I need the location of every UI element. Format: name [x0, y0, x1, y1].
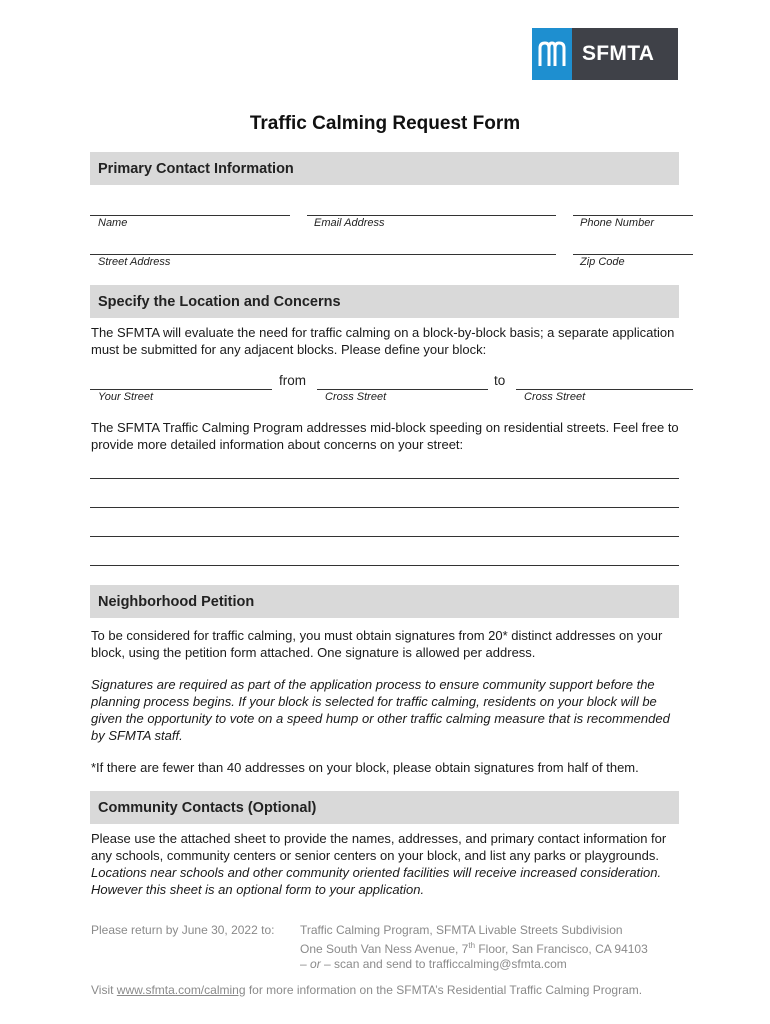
street-address-label: Street Address [98, 256, 171, 268]
petition-paragraph-3: *If there are fewer than 40 addresses on your block, please obtain signatures from half of them. [91, 760, 639, 775]
name-field-line[interactable] [90, 215, 290, 216]
to-word: to [494, 373, 506, 388]
concerns-line[interactable] [90, 478, 679, 479]
sfmta-m-icon [532, 28, 572, 80]
address-line-2: One South Van Ness Avenue, 7th Floor, San Francisco, CA 94103 [300, 941, 648, 956]
contacts-text-italic: Locations near schools and other community oriented facilities will receive increased consideration. However this sheet is an optional form to your application. [91, 865, 662, 897]
petition-paragraph-1: To be considered for traffic calming, you must obtain signatures from 20* distinct addresses on your block, using the petition form attached. One signature is allowed per address. [91, 628, 663, 660]
form-title: Traffic Calming Request Form [249, 113, 521, 134]
location-intro-text: The SFMTA will evaluate the need for traffic calming on a block-by-block basis; a separate application must be submitted for any adjacent blocks. Please define your block: [91, 325, 675, 357]
cross-street-2-field-line[interactable] [516, 389, 693, 390]
phone-label: Phone Number [580, 217, 654, 229]
section-community-contacts: Community Contacts (Optional) [90, 791, 679, 824]
sfmta-logo [532, 28, 678, 80]
contacts-text-plain: Please use the attached sheet to provide the names, addresses, and primary contact information for any schools, community centers or senior centers on your block, and list any parks or playgrounds. [91, 831, 667, 863]
section-primary-contact: Primary Contact Information [90, 152, 679, 185]
contacts-paragraph [91, 830, 671, 898]
cross-street-2-label: Cross Street [524, 391, 586, 403]
concerns-intro-text: The SFMTA Traffic Calming Program addresses mid-block speeding on residential streets. Feel free to provide more detailed information about concerns on your street: [91, 420, 679, 452]
from-word: from [279, 373, 306, 388]
section-location-concerns: Specify the Location and Concerns [90, 285, 679, 318]
return-address [300, 923, 700, 972]
your-street-field-line[interactable] [90, 389, 272, 390]
section-neighborhood-petition: Neighborhood Petition [90, 585, 679, 618]
zip-label: Zip Code [580, 256, 625, 268]
visit-line: Visit www.sfmta.com/calming for more information on the SFMTA’s Residential Traffic Calming Program. [91, 983, 643, 997]
petition-paragraph-2: Signatures are required as part of the application process to ensure community support before the planning process begins. If your block is selected for traffic calming, residents on your block will be given the opportunity to vote on a speed hump or other traffic calming measure that is recommended by SFMTA staff. [91, 677, 670, 743]
name-label: Name [98, 217, 128, 229]
address-line-1: Traffic Calming Program, SFMTA Livable Streets Subdivision [300, 923, 623, 937]
zip-field-line[interactable] [573, 254, 693, 255]
street-address-field-line[interactable] [90, 254, 556, 255]
phone-field-line[interactable] [573, 215, 693, 216]
address-line-3: – or – scan and send to trafficcalming@sfmta.com [300, 957, 567, 971]
logo-text: SFMTA [582, 42, 655, 65]
calming-link[interactable]: www.sfmta.com/calming [116, 983, 246, 997]
cross-street-1-label: Cross Street [325, 391, 387, 403]
email-field-line[interactable] [307, 215, 556, 216]
concerns-line[interactable] [90, 536, 679, 537]
cross-street-1-field-line[interactable] [317, 389, 488, 390]
your-street-label: Your Street [98, 391, 154, 403]
concerns-line[interactable] [90, 507, 679, 508]
return-label: Please return by June 30, 2022 to: [91, 923, 275, 937]
concerns-line[interactable] [90, 565, 679, 566]
email-label: Email Address [314, 217, 385, 229]
